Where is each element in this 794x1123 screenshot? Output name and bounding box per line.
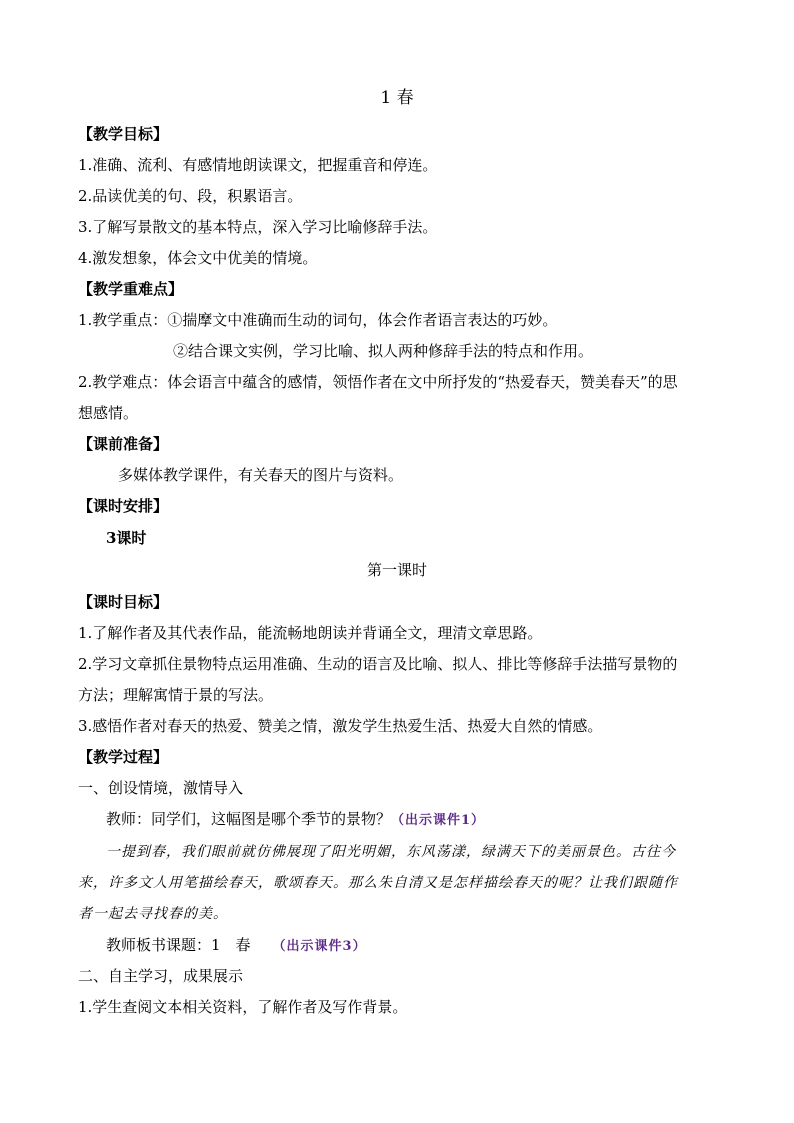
lesson-goal: 方法；理解寓情于景的写法。 (78, 686, 274, 704)
key-point: 1.教学重点：①揣摩文中准确而生动的词句，体会作者语言表达的巧妙。 (78, 311, 558, 329)
key-points-heading: 【教学重难点】 (78, 280, 184, 298)
process-heading: 【教学过程】 (78, 748, 169, 766)
step-heading: 一、创设情境，激情导入 (78, 779, 244, 797)
goal-item: 2.品读优美的句、段，积累语言。 (78, 187, 303, 205)
prep-text: 多媒体教学课件，有关春天的图片与资料。 (118, 466, 404, 484)
schedule-text: 3课时 (106, 529, 147, 547)
board-title (106, 935, 367, 957)
goals-heading: 【教学目标】 (78, 125, 169, 143)
lesson-goal: 2.学习文章抓住景物特点运用准确、生动的语言及比喻、拟人、排比等修辞手法描写景物的 (78, 655, 678, 673)
goal-item: 1.准确、流利、有感情地朗读课文，把握重音和停连。 (78, 156, 438, 174)
page-title: 1 春 (380, 88, 414, 108)
courseware-hint: （出示课件1） (391, 813, 486, 828)
step-item: 1.学生查阅文本相关资料，了解作者及写作背景。 (78, 998, 408, 1016)
difficulty-point: 想感情。 (78, 404, 139, 422)
goal-item: 4.激发想象，体会文中优美的情境。 (78, 249, 318, 267)
lesson-goal: 1.了解作者及其代表作品，能流畅地朗读并背诵全文，理清文章思路。 (78, 624, 543, 642)
teacher-question-text: 教师：同学们，这幅图是哪个季节的景物？ (106, 810, 392, 828)
board-title-text: 教师板书课题：1 春 (106, 936, 251, 954)
schedule-heading: 【课时安排】 (78, 497, 169, 515)
intro-paragraph: 者一起去寻找春的美。 (78, 906, 228, 922)
prep-heading: 【课前准备】 (78, 435, 169, 453)
goal-item: 3.了解写景散文的基本特点，深入学习比喻修辞手法。 (78, 218, 438, 236)
intro-paragraph: 来，许多文人用笔描绘春天，歌颂春天。那么朱自清又是怎样描绘春天的呢？让我们跟随作 (78, 875, 678, 891)
key-point: ②结合课文实例，学习比喻、拟人两种修辞手法的特点和作用。 (173, 342, 594, 360)
lesson-goal: 3.感悟作者对春天的热爱、赞美之情，激发学生热爱生活、热爱大自然的情感。 (78, 717, 603, 735)
teacher-question (106, 809, 485, 831)
step-heading: 二、自主学习，成果展示 (78, 967, 244, 985)
difficulty-point: 2.教学难点：体会语言中蕴含的感情，领悟作者在文中所抒发的“热爱春天，赞美春天”的思 (78, 373, 678, 391)
courseware-hint: （出示课件3） (272, 939, 367, 954)
intro-paragraph: 一提到春，我们眼前就仿佛展现了阳光明媚，东风荡漾，绿满天下的美丽景色。古往今 (106, 844, 676, 860)
lesson-goals-heading: 【课时目标】 (78, 593, 169, 611)
lesson-title: 第一课时 (366, 561, 427, 579)
